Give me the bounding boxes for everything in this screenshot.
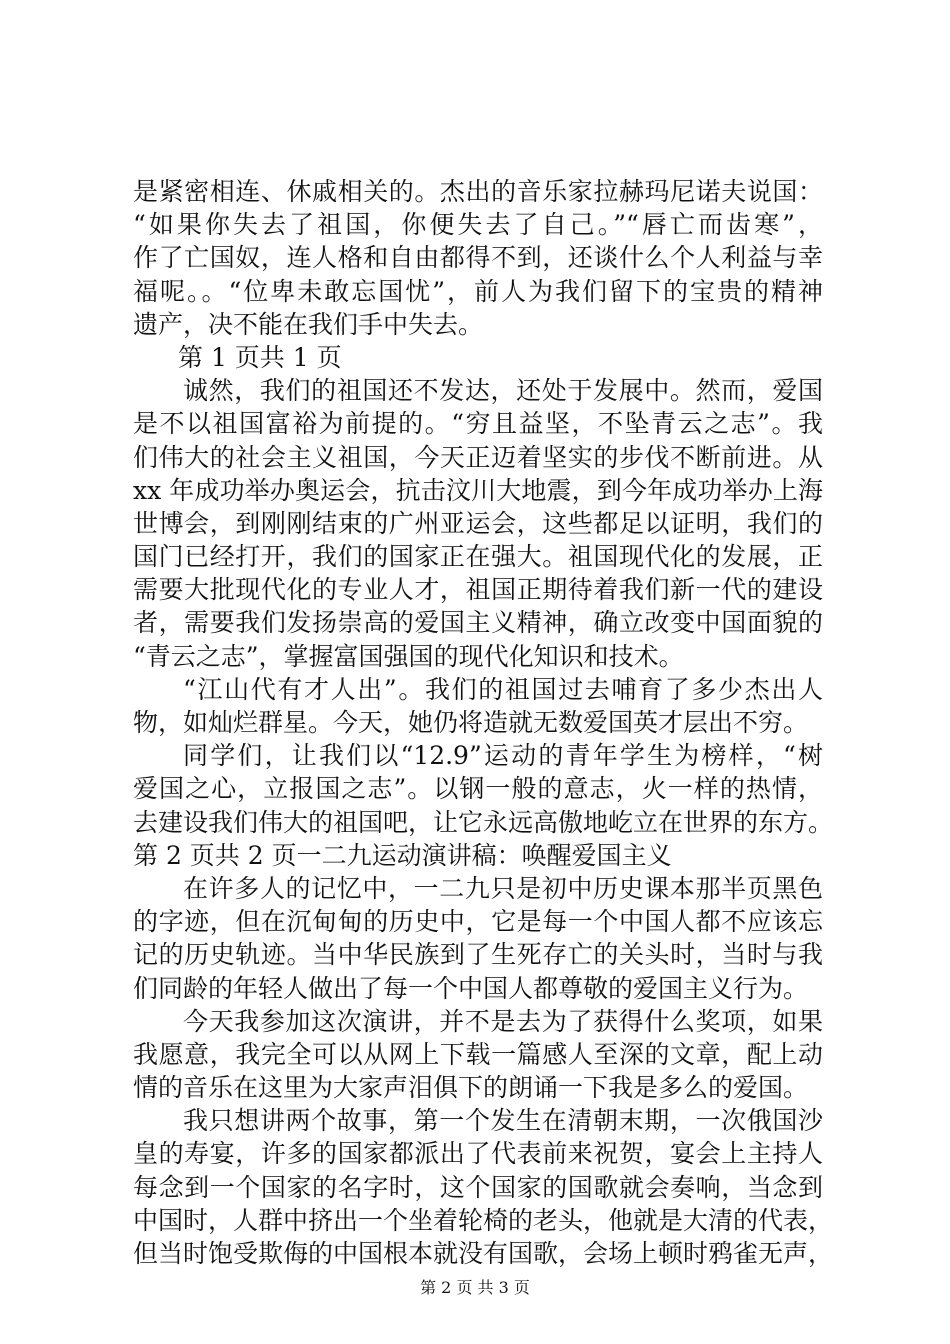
text-line: 每念到一个国家的名字时，这个国家的国歌就会奏响，当念到 (133, 1172, 823, 1202)
text-line: 作了亡国奴，连人格和自由都得不到，还谈什么个人利益与幸 (133, 243, 823, 273)
text-line: “如果你失去了祖国，你便失去了自己。”“唇亡而齿寒”， (133, 210, 823, 240)
page-footer: 第 2 页 共 3 页 (420, 1278, 530, 1297)
paragraph-start: 我只想讲两个故事，第一个发生在清朝末期，一次俄国沙 (183, 1106, 823, 1136)
text-line: 爱国之心，立报国之志”。以钢一般的意志，火一样的热情， (133, 774, 823, 804)
text-line: 记的历史轨迹。当中华民族到了生死存亡的关头时，当时与我 (133, 940, 823, 970)
paragraph-start: “江山代有才人出”。我们的祖国过去哺育了多少杰出人 (183, 674, 823, 704)
document-body (133, 175, 834, 1270)
text-line: 是紧密相连、休戚相关的。杰出的音乐家拉赫玛尼诺夫说国： (133, 177, 823, 206)
text-line: xx 年成功举办奥运会，抗击汶川大地震，到今年成功举办上海 (133, 475, 823, 505)
paragraph-start: 同学们，让我们以“12.9”运动的青年学生为榜样，“树 (183, 741, 823, 771)
text-line: 福呢。。“位卑未敢忘国忧”，前人为我们留下的宝贵的精神 (133, 276, 823, 306)
text-line: 国门已经打开，我们的国家正在强大。祖国现代化的发展，正 (133, 542, 823, 572)
paragraph-start: 在许多人的记忆中，一二九只是初中历史课本那半页黑色 (183, 873, 823, 903)
text-line: 世博会，到刚刚结束的广州亚运会，这些都足以证明，我们的 (133, 508, 823, 538)
section-heading: 第 2 页共 2 页一二九运动演讲稿：唤醒爱国主义 (133, 840, 672, 870)
text-line: 中国时，人群中挤出一个坐着轮椅的老头，他就是大清的代表， (133, 1205, 834, 1235)
text-line: 需要大批现代化的专业人才，祖国正期待着我们新一代的建设 (133, 575, 823, 605)
text-line: 物，如灿烂群星。今天，她仍将造就无数爱国英才层出不穷。 (133, 708, 809, 737)
text-line: “青云之志”，掌握富国强国的现代化知识和技术。 (133, 641, 684, 671)
paragraph-start: 诚然，我们的祖国还不发达，还处于发展中。然而，爱国 (183, 376, 823, 406)
page-marker: 第 1 页共 1 页 (178, 342, 342, 372)
text-line: 但当时饱受欺侮的中国根本就没有国歌，会场上顿时鸦雀无声， (133, 1239, 834, 1268)
text-line: 们伟大的社会主义祖国，今天正迈着坚实的步伐不断前进。从 (133, 442, 823, 472)
paragraph-start: 今天我参加这次演讲，并不是去为了获得什么奖项，如果 (183, 1006, 823, 1036)
text-line: 情的音乐在这里为大家声泪俱下的朗诵一下我是多么的爱国。 (133, 1073, 809, 1103)
text-line: 是不以祖国富裕为前提的。“穷且益坚，不坠青云之志”。我 (133, 409, 823, 439)
text-line: 我愿意，我完全可以从网上下载一篇感人至深的文章，配上动 (133, 1039, 823, 1069)
text-line: 遗产，决不能在我们手中失去。 (133, 309, 484, 339)
text-line: 者，需要我们发扬崇高的爱国主义精神，确立改变中国面貌的 (133, 608, 823, 638)
text-line: 的字迹，但在沉甸甸的历史中，它是每一个中国人都不应该忘 (133, 907, 823, 937)
text-line: 皇的寿宴，许多的国家都派出了代表前来祝贺，宴会上主持人 (133, 1139, 823, 1169)
text-line: 去建设我们伟大的祖国吧，让它永远高傲地屹立在世界的东方。 (133, 807, 834, 837)
text-line: 们同龄的年轻人做出了每一个中国人都尊敬的爱国主义行为。 (133, 973, 809, 1003)
